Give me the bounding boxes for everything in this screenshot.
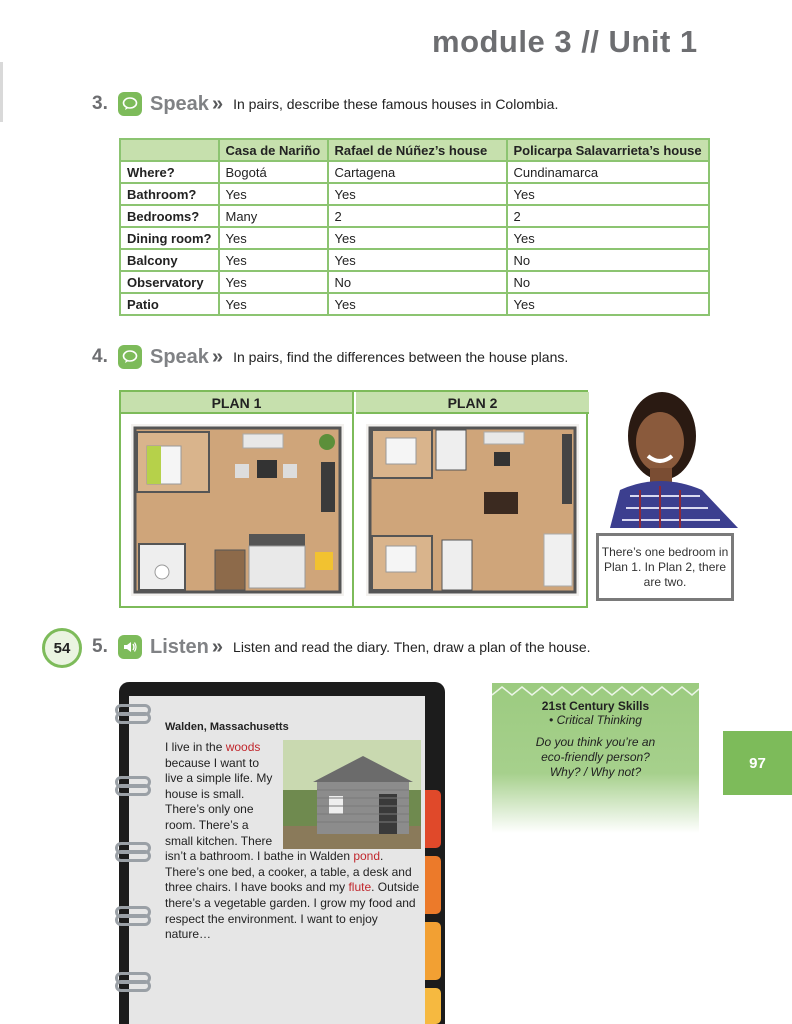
vocab-word: flute	[348, 880, 372, 895]
table-header-cell: Policarpa Salavarrieta’s house	[507, 139, 710, 161]
exercise-number: 3.	[92, 93, 108, 114]
binder-ring	[115, 712, 151, 724]
speech-bubble-icon	[118, 345, 142, 369]
row-heading: Balcony	[120, 249, 219, 271]
arrows-icon: »	[211, 635, 224, 658]
decorative-zigzag	[492, 685, 699, 699]
diary-text-part: . Outside there’s a vegetable garden. I grow my food and respect the environment. I want to enjoy nature…	[165, 880, 420, 942]
skills-box	[492, 683, 699, 833]
table-cell: Many	[219, 205, 328, 227]
page-edge-mark	[0, 62, 3, 122]
table-header-cell: Rafael de Núñez’s house	[328, 139, 507, 161]
table-row	[120, 161, 709, 183]
speaker-icon	[118, 635, 142, 659]
table-cell: 2	[507, 205, 710, 227]
arrows-icon: »	[211, 92, 224, 115]
table-cell: No	[328, 271, 507, 293]
girl-photo	[600, 386, 740, 528]
table-cell: No	[507, 271, 710, 293]
table-cell: Yes	[219, 183, 328, 205]
row-heading: Observatory	[120, 271, 219, 293]
exercise-4-heading	[92, 342, 568, 372]
exercise-number: 5.	[92, 636, 108, 657]
row-heading: Bedrooms?	[120, 205, 219, 227]
page-number-badge: 54	[42, 628, 82, 668]
vocab-word: woods	[225, 740, 261, 754]
skills-question-line: Do you think you’re an	[535, 735, 656, 749]
cabin-photo	[283, 740, 421, 849]
table-row	[120, 183, 709, 205]
table-cell: Yes	[507, 293, 710, 315]
floor-plan-2-image	[366, 424, 579, 596]
houses-table	[119, 138, 710, 316]
plan-1	[121, 392, 354, 606]
table-row	[120, 293, 709, 315]
vocab-word: pond	[353, 849, 381, 864]
speech-bubble-text: There’s one bedroom in Plan 1. In Plan 2, there are two.	[596, 533, 734, 601]
table-cell: No	[507, 249, 710, 271]
skills-subtitle: • Critical Thinking	[549, 713, 642, 727]
table-cell: Yes	[328, 293, 507, 315]
diary-notebook	[119, 682, 445, 1024]
table-row	[120, 227, 709, 249]
exercise-label: Speak	[150, 345, 209, 368]
table-cell: Yes	[219, 249, 328, 271]
plan-2-title: PLAN 2	[356, 392, 589, 414]
table-cell: Yes	[507, 227, 710, 249]
diary-page	[129, 696, 425, 1024]
diary-text	[165, 740, 421, 943]
table-header-cell	[120, 139, 219, 161]
table-cell: Cartagena	[328, 161, 507, 183]
table-row	[120, 205, 709, 227]
diary-tab	[425, 856, 441, 914]
table-cell: Yes	[219, 293, 328, 315]
diary-title: Walden, Massachusetts	[165, 721, 289, 733]
diary-tab	[425, 922, 441, 980]
skills-question-line: eco-friendly person?	[541, 750, 650, 764]
binder-ring	[115, 914, 151, 926]
table-cell: Yes	[219, 227, 328, 249]
arrows-icon: »	[211, 345, 224, 368]
binder-ring	[115, 980, 151, 992]
table-row	[120, 249, 709, 271]
page-number-tab: 97	[723, 731, 792, 795]
skills-title: 21st Century Skills	[541, 699, 650, 713]
diary-tab	[425, 988, 441, 1024]
house-plans-box	[119, 390, 588, 608]
row-heading: Bathroom?	[120, 183, 219, 205]
row-heading: Patio	[120, 293, 219, 315]
exercise-label: Speak	[150, 92, 209, 115]
exercise-instruction: In pairs, find the differences between the house plans.	[233, 349, 569, 365]
diary-text-part: I live in the	[165, 740, 226, 754]
table-cell: Yes	[328, 183, 507, 205]
exercise-instruction: Listen and read the diary. Then, draw a plan of the house.	[233, 639, 591, 655]
binder-ring	[115, 784, 151, 796]
table-cell: Yes	[328, 227, 507, 249]
plan-1-title: PLAN 1	[121, 392, 352, 414]
diary-text-part: because I want to live a simple life. My house is small. There’s only one room. There’s a small kitchen. There isn’t a bathroom. I bathe in Walden	[165, 755, 354, 864]
table-cell: Bogotá	[219, 161, 328, 183]
exercise-3-heading	[92, 89, 558, 119]
row-heading: Dining room?	[120, 227, 219, 249]
table-row	[120, 271, 709, 293]
skills-question	[492, 735, 699, 780]
diary-text-part: . There’s one bed, a cooker, a table, a desk and three chairs. I have books and my	[165, 849, 412, 895]
speech-bubble-icon	[118, 92, 142, 116]
table-header-row	[120, 139, 709, 161]
table-cell: Cundinamarca	[507, 161, 710, 183]
exercise-label: Listen	[150, 635, 209, 658]
floor-plan-1-image	[131, 424, 344, 596]
plan-2	[356, 392, 589, 606]
exercise-instruction: In pairs, describe these famous houses in Colombia.	[233, 96, 559, 112]
module-unit-title: module 3 // Unit 1	[432, 24, 698, 59]
table-cell: Yes	[507, 183, 710, 205]
exercise-5-heading	[92, 632, 591, 662]
binder-ring	[115, 850, 151, 862]
table-cell: Yes	[219, 271, 328, 293]
exercise-number: 4.	[92, 346, 108, 367]
table-header-cell: Casa de Nariño	[219, 139, 328, 161]
table-cell: Yes	[328, 249, 507, 271]
diary-tab	[425, 790, 441, 848]
skills-question-line: Why? / Why not?	[549, 765, 642, 779]
table-cell: 2	[328, 205, 507, 227]
row-heading: Where?	[120, 161, 219, 183]
